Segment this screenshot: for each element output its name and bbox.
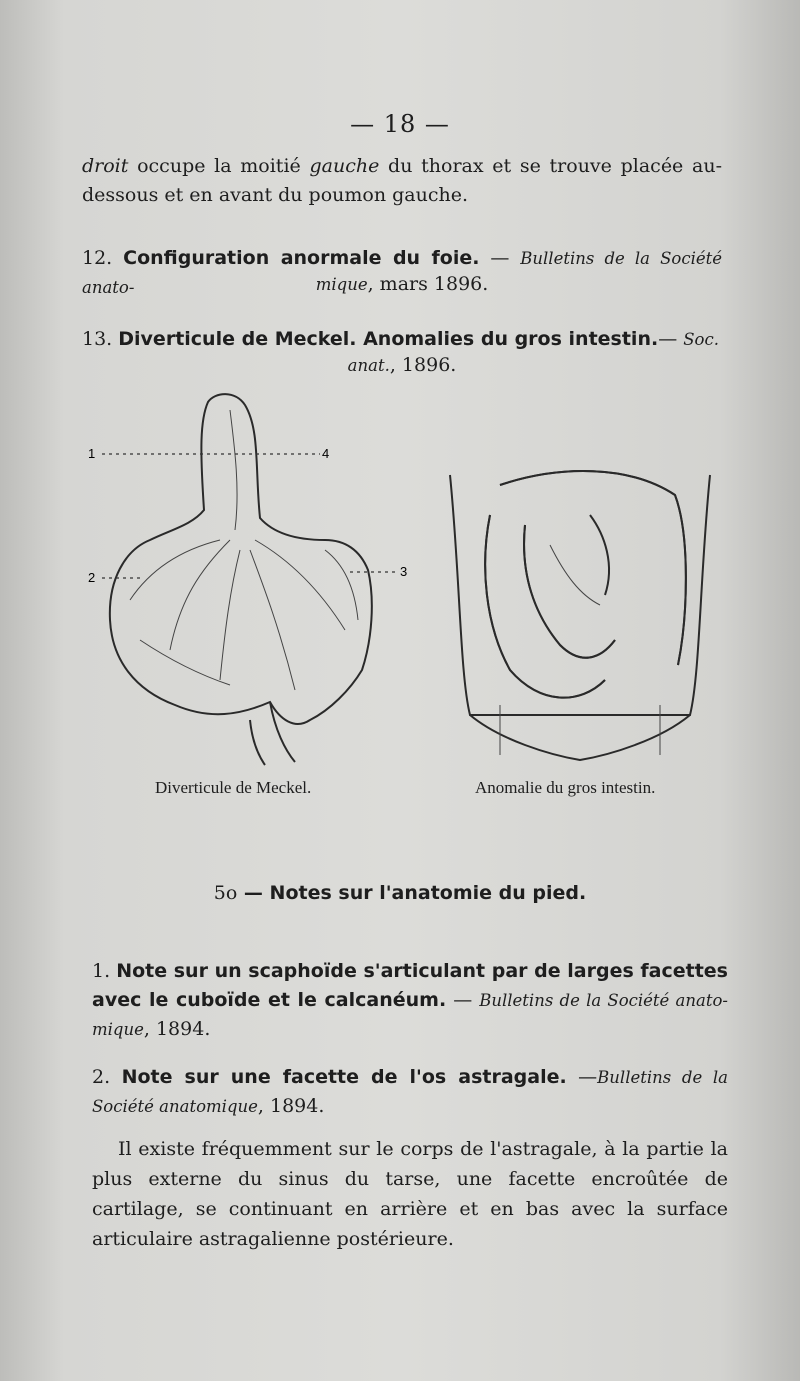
- item-tail: , mars 1896.: [367, 273, 489, 295]
- list-item-12-cont: [82, 273, 722, 295]
- item-tail: , 1894.: [257, 1095, 325, 1117]
- figure-label-2: 2: [88, 570, 96, 585]
- item-tail: , 1896.: [389, 354, 457, 376]
- item-dash: —: [479, 247, 521, 269]
- item-title: Note sur une facette de l'os astragale.: [121, 1066, 567, 1088]
- list-item-13-cont: [82, 354, 722, 376]
- section-number: 5o: [213, 882, 238, 904]
- figure-label-3: 3: [400, 564, 408, 579]
- section-title: — Notes sur l'anatomie du pied.: [237, 882, 587, 904]
- item-reference: Bulletins de la Société anatomique: [92, 1068, 728, 1116]
- item-number: 12.: [82, 247, 113, 269]
- figure-meckel-diverticulum: [80, 390, 410, 770]
- figure-label-1: 1: [88, 446, 96, 461]
- section-heading: [0, 882, 800, 904]
- item-title: Diverticule de Meckel. Anomalies du gros intestin.: [118, 328, 659, 350]
- item-reference: Soc.: [683, 330, 719, 349]
- figure-caption-right: Anomalie du gros intestin.: [475, 778, 656, 797]
- item-dash: —: [566, 1066, 598, 1088]
- item-number: 1.: [92, 960, 111, 982]
- intro-word-gauche: gauche: [309, 155, 380, 177]
- figure-label-4: 4: [322, 446, 330, 461]
- intro-text-2: du thorax et se trouve placée au-dessous et en avant du poumon gauche.: [82, 155, 722, 206]
- item-reference: Bulletins de la Société anato-mique: [92, 991, 728, 1039]
- intro-paragraph: [82, 152, 722, 210]
- figure-caption-left: Diverticule de Meckel.: [155, 778, 312, 797]
- list-item-13: [82, 325, 722, 354]
- list-item-pied-2: [92, 1063, 728, 1121]
- figure-colon-anomaly: [440, 455, 720, 765]
- intro-text-1: occupe la moitié: [128, 155, 310, 177]
- closing-paragraph: Il existe fréquemment sur le corps de l'astragale, à la partie la plus externe du sinus du tarse, une facette encroûtée de cartilage, se continuant en arrière et en bas avec la surface articulaire astragalienne postérieure.: [92, 1138, 728, 1250]
- page-number: — 18 —: [350, 110, 450, 138]
- intro-word-droit: droit: [82, 155, 129, 177]
- item-number: 13.: [82, 328, 113, 350]
- item-dash: —: [658, 328, 684, 350]
- item-tail: , 1894.: [143, 1018, 211, 1040]
- list-item-pied-1: [92, 957, 728, 1044]
- item-number: 2.: [92, 1066, 111, 1088]
- item-reference-cont: mique: [315, 275, 368, 294]
- item-title: Configuration anormale du foie.: [123, 247, 480, 269]
- item-dash: —: [446, 989, 480, 1011]
- item-reference: Bulletins de la Société anato-: [82, 249, 723, 297]
- item-reference-cont: anat.: [347, 356, 390, 375]
- item-title: Note sur un scaphoïde s'articulant par de larges facettes avec le cuboïde et le calcanéum.: [92, 960, 728, 1011]
